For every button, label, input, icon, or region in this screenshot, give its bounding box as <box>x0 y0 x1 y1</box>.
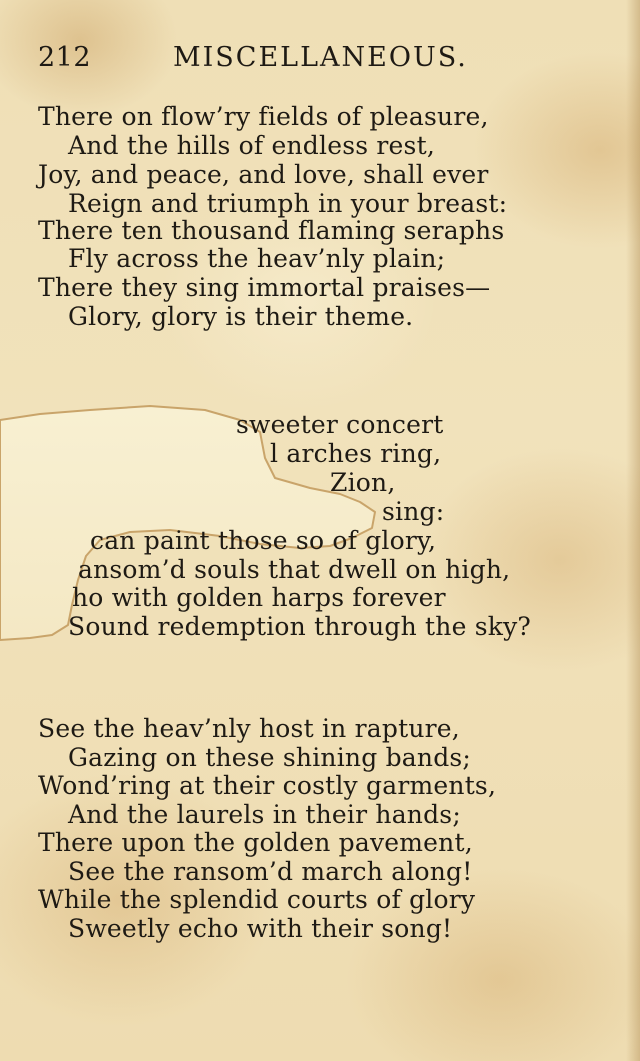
verse-line: Gazing on these shining bands; <box>68 743 472 772</box>
verse-line: sing: <box>382 497 445 526</box>
verse-line: See the ransom’d march along! <box>68 857 473 886</box>
running-head: MISCELLANEOUS. <box>173 42 468 73</box>
verse-line: There on flow’ry fields of pleasure, <box>38 102 489 131</box>
verse-line: Reign and triumph in your breast: <box>68 189 508 218</box>
verse-line: Sound redemption through the sky? <box>68 612 532 641</box>
verse-line: can paint those so of glory, <box>90 526 437 555</box>
verse-line: There ten thousand flaming seraphs <box>38 216 505 245</box>
verse-line: sweeter concert <box>236 410 444 439</box>
verse-line: While the splendid courts of glory <box>38 885 476 914</box>
verse-line: Joy, and peace, and love, shall ever <box>38 160 489 189</box>
verse-line: Sweetly echo with their song! <box>68 914 453 943</box>
verse-line: There upon the golden pavement, <box>38 828 473 857</box>
verse-line: ansom’d souls that dwell on high, <box>78 555 511 584</box>
verse-line: Zion, <box>330 468 396 497</box>
verse-line: There they sing immortal praises— <box>38 273 491 302</box>
verse-line: ho with golden harps forever <box>72 583 446 612</box>
verse-line: And the laurels in their hands; <box>68 800 461 829</box>
verse-line: Glory, glory is their theme. <box>68 302 414 331</box>
verse-line: Wond’ring at their costly garments, <box>38 771 497 800</box>
verse-line: And the hills of endless rest, <box>68 131 435 160</box>
page-number: 212 <box>38 42 92 73</box>
verse-line: See the heav’nly host in rapture, <box>38 714 460 743</box>
verse-line: l arches ring, <box>270 439 442 468</box>
verse-line: Fly across the heav’nly plain; <box>68 244 446 273</box>
